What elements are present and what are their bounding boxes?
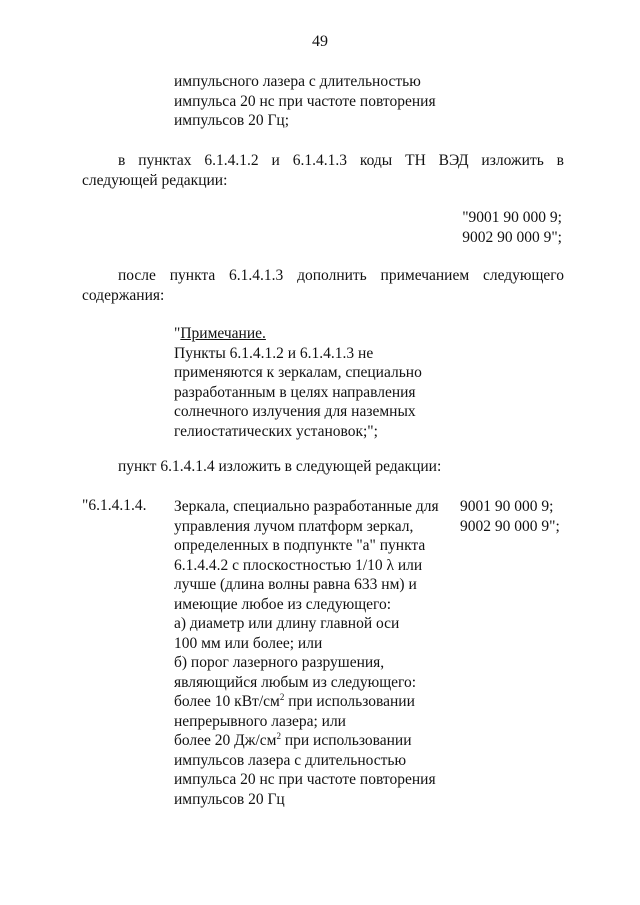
pulse-text-before: более 20 Дж/см [174,732,277,749]
code-line: 9002 90 000 9"; [460,517,560,535]
item-line [174,731,439,751]
item-line: являющийся любым из следующего: [174,673,417,691]
item-line: импульсов лазера с длительностью [174,751,407,769]
paragraph-item-instruction: пункт 6.1.4.1.4 изложить в следующей редакции: [118,458,442,475]
item-line: б) порог лазерного разрушения, [174,654,385,671]
cw-text-after: при использовании [284,693,415,710]
item-line: 6.1.4.4.2 с плоскостностью 1/10 λ или [174,556,423,574]
code-line: 9001 90 000 9; [460,498,554,515]
text-line: импульсного лазера с длительностью [174,73,421,90]
note-line: применяются к зеркалам, специально [174,364,422,381]
code-line: 9002 90 000 9"; [462,228,562,246]
note-title-row [174,324,422,344]
note-title: Примечание. [180,325,266,342]
item-codes [460,497,560,536]
cw-text-before: более 10 кВт/см [174,693,280,710]
item-line [174,692,439,712]
page-number: 49 [312,33,328,50]
item-description [174,497,439,809]
continued-text-block [174,72,436,131]
item-line: Зеркала, специально разработанные для [174,498,439,515]
item-line: непрерывного лазера; или [174,712,346,730]
item-line: импульса 20 нс при частоте повторения [174,771,436,788]
item-line: 100 мм или более; или [174,634,323,652]
text-line: в пунктах 6.1.4.1.2 и 6.1.4.1.3 коды ТН ВЭД изложить в [118,152,564,169]
text-line: содержания: [82,287,165,304]
item-line: импульсов 20 Гц [174,790,285,808]
note-line: Пункты 6.1.4.1.2 и 6.1.4.1.3 не [174,344,374,362]
code-line: "9001 90 000 9; [462,209,562,226]
note-line: гелиостатических установок;"; [174,422,378,440]
item-line: определенных в подпункте "а" пункта [174,537,426,554]
note-line: разработанным в целях направления [174,383,416,401]
pulse-text-after: при использовании [280,732,412,749]
superscript-two: 2 [279,692,285,702]
note-line: солнечного излучения для наземных [174,403,416,420]
note-block [174,324,422,441]
item-line: имеющие любое из следующего: [174,595,392,613]
item-line: управления лучом платформ зеркал, [174,517,414,535]
paragraph-note-instruction [82,266,564,306]
text-line: после пункта 6.1.4.1.3 дополнить примечанием следующего [118,267,564,284]
open-quote: " [174,325,181,342]
code-list [462,208,562,247]
item-line: лучше (длина волны равна 633 нм) и [174,576,417,593]
item-line: а) диаметр или длину главной оси [174,615,400,632]
paragraph-codes-instruction [82,151,564,191]
text-line: импульсов 20 Гц; [174,112,290,129]
superscript-two: 2 [276,731,281,741]
item-number: "6.1.4.1.4. [82,497,147,514]
text-line: импульса 20 нс при частоте повторения [174,92,436,110]
text-line: следующей редакции: [82,172,228,189]
